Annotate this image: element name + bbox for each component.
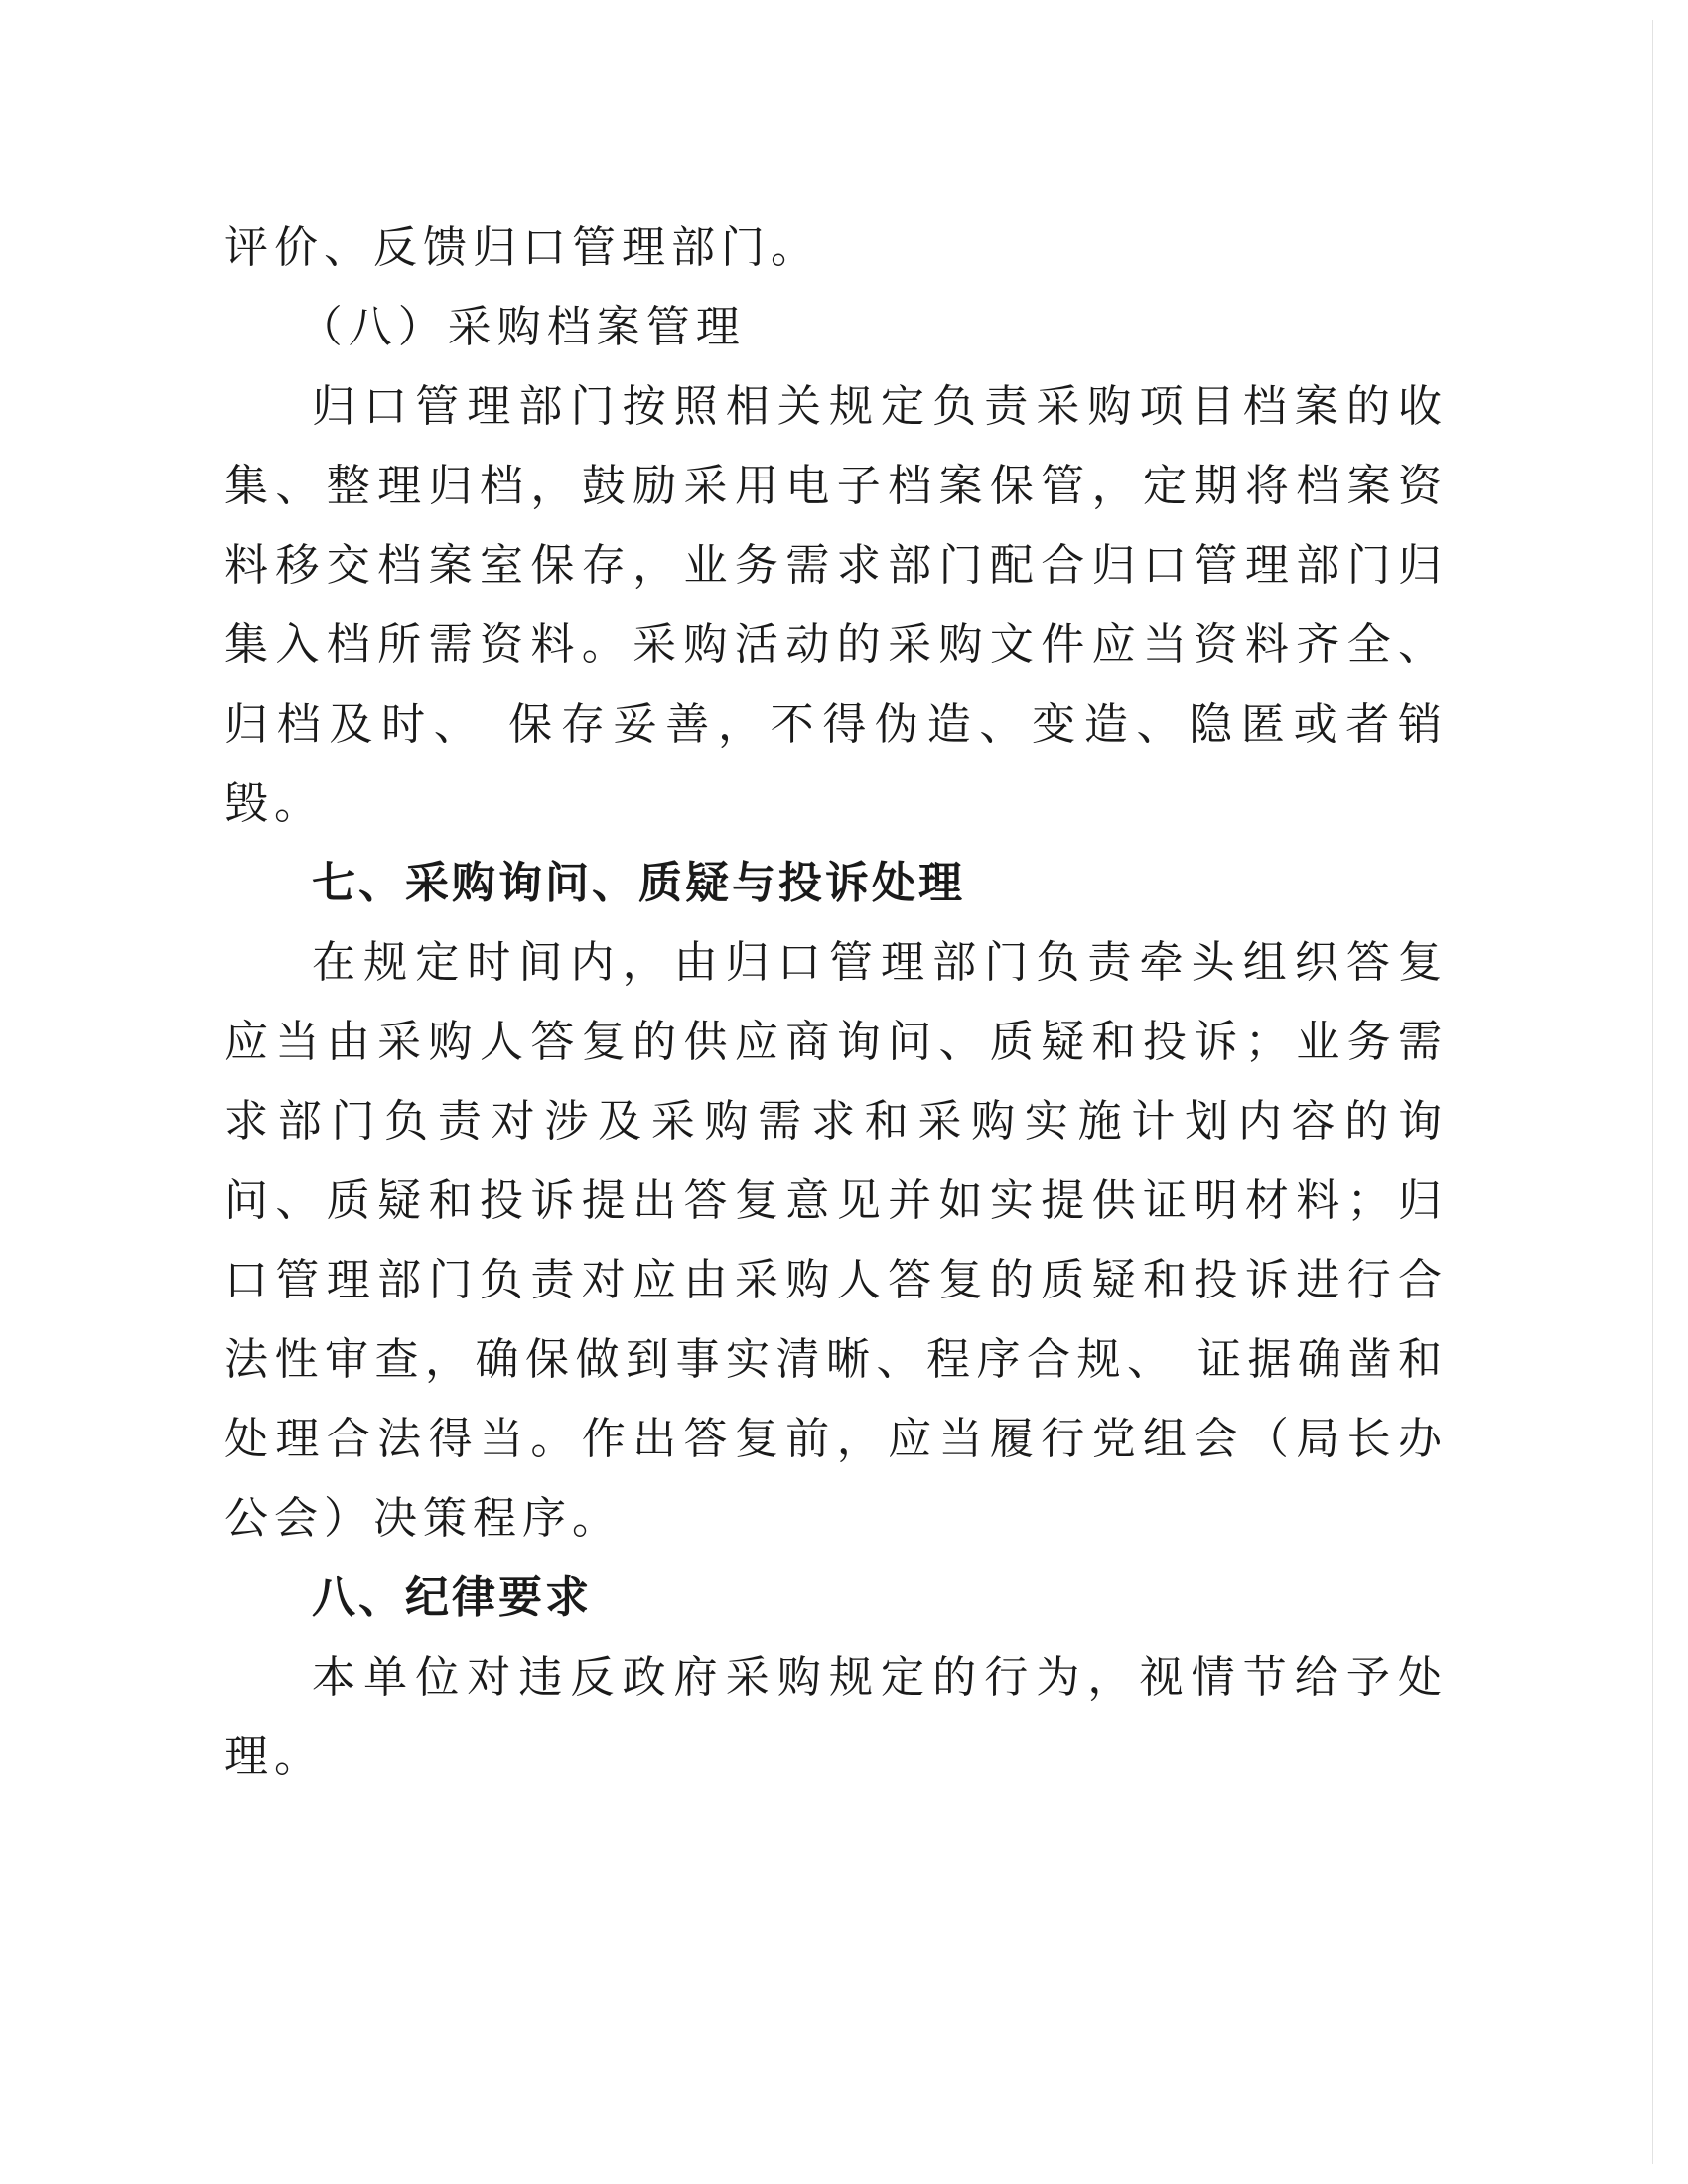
document-body bbox=[224, 208, 1448, 1797]
section-8-subheading: （八）采购档案管理 bbox=[298, 302, 746, 352]
scan-edge-line bbox=[1652, 20, 1653, 2164]
chapter-7-paragraph: 在规定时间内，由归口管理部门负责牵头组织答复应当由采购人答复的供应商询问、质疑和投诉；业务需求部门负责对涉及采购需求和采购实施计划内容的询问、质疑和投诉提出答复意见并如实提供证明材料；归口管理部门负责对应由采购人答复的质疑和投诉进行合法性审查，确保做到事实清晰、程序合规、 证据确凿和处理合法得当。作出答复前，应当履行党组会（局长办公会）决策程序。 bbox=[224, 937, 1448, 1544]
chapter-8-paragraph: 本单位对违反政府采购规定的行为，视情节给予处理。 bbox=[224, 1652, 1448, 1782]
chapter-7-heading: 七、采购询问、质疑与投诉处理 bbox=[312, 858, 965, 908]
opening-fragment: 评价、反馈归口管理部门。 bbox=[224, 222, 820, 273]
section-8-paragraph: 归口管理部门按照相关规定负责采购项目档案的收集、整理归档，鼓励采用电子档案保管，定期将档案资料移交档案室保存，业务需求部门配合归口管理部门归集入档所需资料。采购活动的采购文件应当资料齐全、归档及时、 保存妥善，不得伪造、变造、隐匿或者销毁。 bbox=[224, 381, 1448, 829]
chapter-8-heading: 八、纪律要求 bbox=[312, 1572, 592, 1623]
